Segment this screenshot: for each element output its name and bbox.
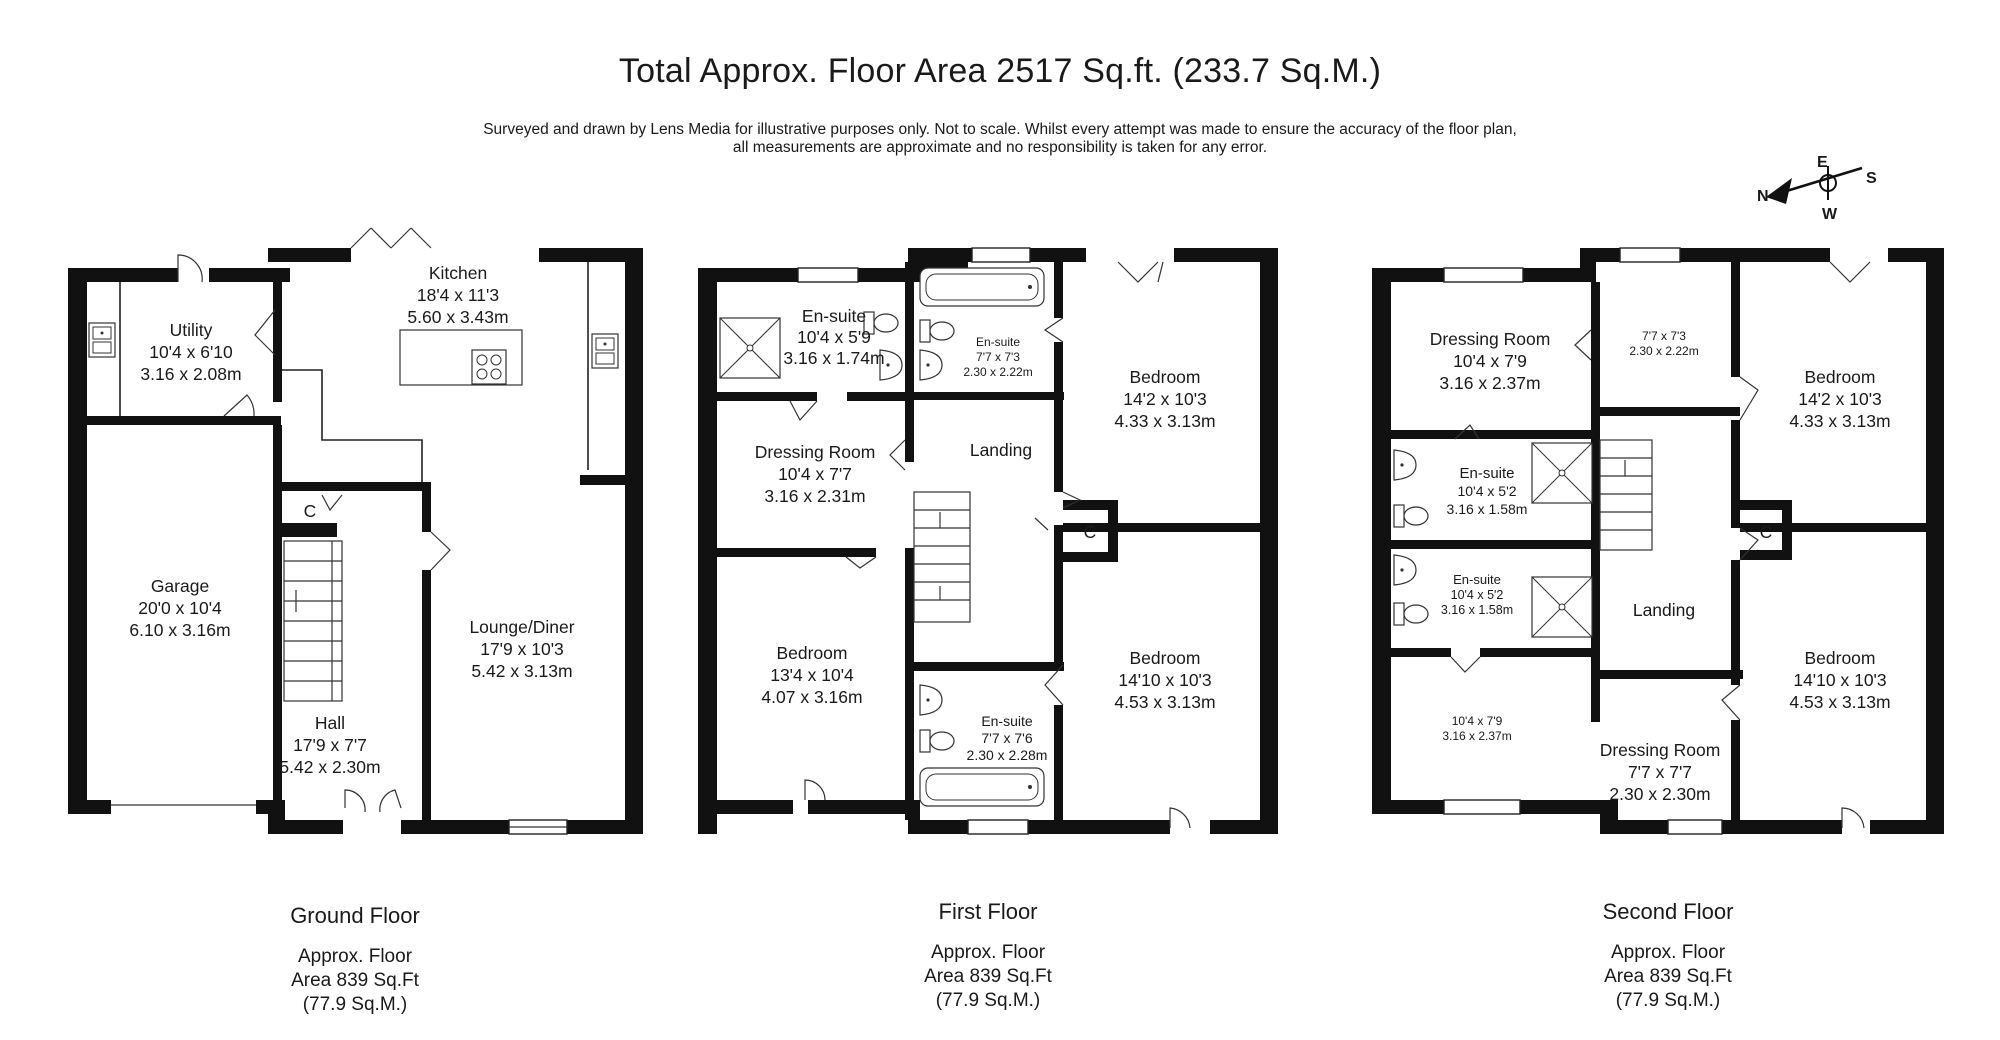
room-size-metric: 3.16 x 1.58m xyxy=(1446,501,1528,517)
floor-area-line-1: Approx. Floor xyxy=(1610,942,1726,963)
room-size-metric: 3.16 x 1.58m xyxy=(1440,603,1514,617)
room-dressing-room-2 xyxy=(1600,740,1721,804)
compass-icon xyxy=(1757,154,1877,223)
room-size-metric: 4.53 x 3.13m xyxy=(1789,692,1891,712)
room-bedroom-1 xyxy=(1789,367,1890,431)
room-size-imperial: 10'4 x 7'9 xyxy=(1451,714,1503,728)
room-size-imperial: 10'4 x 5'2 xyxy=(1450,588,1504,602)
second-floor-caption xyxy=(1603,899,1734,1011)
room-landing: Landing xyxy=(1632,600,1696,620)
room-dressing-room xyxy=(755,442,876,506)
room-landing: Landing xyxy=(969,440,1033,460)
room-size-imperial: 17'9 x 7'7 xyxy=(293,735,367,755)
room-size-imperial: 10'4 x 7'9 xyxy=(1453,351,1527,371)
room-size-imperial: 7'7 x 7'3 xyxy=(976,350,1020,364)
room-name: Utility xyxy=(169,320,213,340)
room-bedroom-1 xyxy=(1114,367,1215,431)
room-ensuite-2 xyxy=(963,335,1032,379)
floor-area-line-3: (77.9 Sq.M.) xyxy=(302,994,408,1015)
room-cupboard: C xyxy=(1083,522,1097,542)
room-size-imperial: 10'4 x 6'10 xyxy=(149,342,233,362)
disclaimer-line-1: Surveyed and drawn by Lens Media for illustrative purposes only. Not to scale. Whilst every attempt was made to ensure the accuracy of the floor plan, xyxy=(483,121,1517,138)
room-name: Dressing Room xyxy=(754,442,876,462)
room-bedroom-2 xyxy=(761,643,862,707)
compass-south: S xyxy=(1866,170,1877,187)
floor-area-line-3: (77.9 Sq.M.) xyxy=(935,990,1041,1011)
room-name: En-suite xyxy=(975,335,1021,349)
room-size-imperial: 18'4 x 11'3 xyxy=(416,285,500,305)
room-name: Bedroom xyxy=(776,643,848,663)
room-size-imperial: 7'7 x 7'3 xyxy=(1642,329,1686,343)
room-bedroom-3 xyxy=(1114,648,1215,712)
floor-area-line-2: Area 839 Sq.Ft xyxy=(1604,966,1732,987)
room-size-metric: 4.33 x 3.13m xyxy=(1114,411,1216,431)
room-bottom xyxy=(1442,714,1511,743)
room-name: Garage xyxy=(150,576,210,596)
room-size-metric: 3.16 x 2.37m xyxy=(1439,373,1541,393)
room-name: En-suite xyxy=(1453,572,1501,587)
room-small xyxy=(1629,329,1698,358)
room-name: Bedroom xyxy=(1804,648,1876,668)
floor-area-line-1: Approx. Floor xyxy=(930,942,1046,963)
room-size-metric: 4.07 x 3.16m xyxy=(761,687,863,707)
room-size-imperial: 14'10 x 10'3 xyxy=(1793,670,1887,690)
room-size-imperial: 14'10 x 10'3 xyxy=(1118,670,1212,690)
room-lounge-diner xyxy=(469,617,574,681)
room-size-imperial: 10'4 x 5'9 xyxy=(797,327,871,347)
room-size-imperial: 14'2 x 10'3 xyxy=(1123,389,1207,409)
room-size-imperial: 10'4 x 5'2 xyxy=(1457,483,1517,499)
room-size-metric: 2.30 x 2.30m xyxy=(1609,784,1711,804)
ground-floor-caption xyxy=(290,903,420,1015)
room-size-metric: 3.16 x 2.37m xyxy=(1442,729,1512,743)
room-size-metric: 2.30 x 2.22m xyxy=(1629,344,1699,358)
room-name: Kitchen xyxy=(428,263,488,283)
room-name: Bedroom xyxy=(1804,367,1876,387)
compass-north: N xyxy=(1757,188,1769,205)
room-name: Dressing Room xyxy=(1599,740,1721,760)
room-size-metric: 5.60 x 3.43m xyxy=(407,307,509,327)
room-name: Dressing Room xyxy=(1429,329,1551,349)
room-cupboard: C xyxy=(303,501,317,521)
compass-west: W xyxy=(1822,206,1838,223)
room-size-metric: 4.53 x 3.13m xyxy=(1114,692,1216,712)
room-size-metric: 3.16 x 1.74m xyxy=(783,348,885,368)
room-kitchen xyxy=(407,263,508,327)
room-size-metric: 4.33 x 3.13m xyxy=(1789,411,1891,431)
room-ensuite-1 xyxy=(1447,465,1528,517)
compass-east: E xyxy=(1817,154,1828,171)
room-name: Lounge/Diner xyxy=(469,617,575,637)
room-size-imperial: 10'4 x 7'7 xyxy=(778,464,852,484)
room-name: Bedroom xyxy=(1129,367,1201,387)
room-name: En-suite xyxy=(1459,465,1515,482)
room-size-imperial: 13'4 x 10'4 xyxy=(770,665,854,685)
room-name: En-suite xyxy=(801,306,867,326)
floor-area-line-2: Area 839 Sq.Ft xyxy=(291,970,419,991)
room-dressing-room-1 xyxy=(1430,329,1551,393)
room-utility xyxy=(140,320,241,384)
room-ensuite-2 xyxy=(1441,572,1513,617)
room-name: En-suite xyxy=(981,713,1033,729)
room-name: Hall xyxy=(314,713,346,733)
room-size-metric: 2.30 x 2.22m xyxy=(963,365,1033,379)
disclaimer-line-2: all measurements are approximate and no responsibility is taken for any error. xyxy=(732,139,1268,156)
room-hall xyxy=(279,713,380,777)
room-size-imperial: 14'2 x 10'3 xyxy=(1798,389,1882,409)
room-size-metric: 3.16 x 2.31m xyxy=(764,486,866,506)
room-size-imperial: 17'9 x 10'3 xyxy=(480,639,564,659)
room-garage xyxy=(129,576,230,640)
room-cupboard: C xyxy=(1759,522,1773,542)
room-size-metric: 6.10 x 3.16m xyxy=(129,620,231,640)
room-size-metric: 5.42 x 2.30m xyxy=(279,757,381,777)
floor-area-line-2: Area 839 Sq.Ft xyxy=(924,966,1052,987)
plan-title: Total Approx. Floor Area 2517 Sq.ft. (233.7 Sq.M.) xyxy=(618,52,1382,90)
floor-area-line-1: Approx. Floor xyxy=(297,946,413,967)
room-size-metric: 2.30 x 2.28m xyxy=(966,747,1048,763)
room-name: Bedroom xyxy=(1129,648,1201,668)
room-size-imperial: 7'7 x 7'7 xyxy=(1627,762,1693,782)
floor-label: First Floor xyxy=(938,899,1038,924)
room-bedroom-2 xyxy=(1789,648,1890,712)
room-size-metric: 3.16 x 2.08m xyxy=(140,364,242,384)
room-ensuite-3 xyxy=(967,713,1048,763)
room-size-imperial: 7'7 x 7'6 xyxy=(981,730,1033,746)
floor-label: Ground Floor xyxy=(290,903,420,928)
room-size-metric: 5.42 x 3.13m xyxy=(471,661,573,681)
floor-area-line-3: (77.9 Sq.M.) xyxy=(1615,990,1721,1011)
room-size-imperial: 20'0 x 10'4 xyxy=(138,598,222,618)
floor-label: Second Floor xyxy=(1602,899,1734,924)
first-floor-caption xyxy=(924,899,1053,1011)
